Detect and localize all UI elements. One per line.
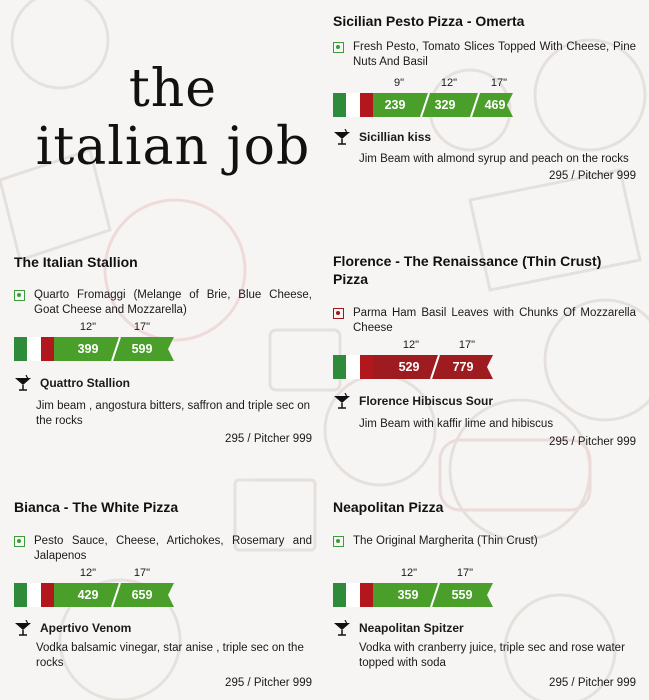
size-labels <box>14 567 312 581</box>
price-17-inch: 779 <box>452 360 474 374</box>
cocktail-icon <box>333 620 351 636</box>
price-17-inch: 469 <box>484 98 506 112</box>
section-title: The Italian Stallion <box>14 254 138 270</box>
drink-description: Jim Beam with almond syrup and peach on the rocks <box>359 153 629 165</box>
size-label: 9" <box>393 77 405 89</box>
drink-price: 295 / Pitcher 999 <box>549 677 636 689</box>
section-title: Neapolitan Pizza <box>333 499 444 515</box>
veg-icon <box>14 290 25 301</box>
size-label: 17" <box>490 77 508 89</box>
price-12-inch: 329 <box>434 98 456 112</box>
drink-name: Quattro Stallion <box>40 376 130 390</box>
drink-name: Sicillian kiss <box>359 130 432 144</box>
cocktail-icon <box>14 375 32 391</box>
drink-description: Jim beam , angostura bitters, saffron and triple sec on the rocks <box>36 400 311 427</box>
price-17-inch: 599 <box>131 342 153 356</box>
section-description: Pesto Sauce, Cheese, Artichokes, Rosemary and Jalapenos <box>34 535 312 562</box>
brand-title <box>28 60 318 176</box>
menu-section-florence <box>333 252 636 448</box>
price-12-inch: 529 <box>398 360 420 374</box>
price-bar <box>14 583 312 607</box>
menu-section-italian-stallion <box>14 253 312 445</box>
price-12-inch: 359 <box>397 588 419 602</box>
size-labels <box>333 339 636 353</box>
drink-description: Vodka with cranberry juice, triple sec and rose water topped with soda <box>359 642 625 669</box>
size-label: 12" <box>400 567 418 579</box>
section-title: Sicilian Pesto Pizza - Omerta <box>333 13 525 29</box>
price-17-inch: 559 <box>451 588 473 602</box>
size-label: 17" <box>456 567 474 579</box>
price-bar <box>333 355 636 379</box>
menu-section-neapolitan <box>333 498 636 689</box>
menu-section-sicilian-pesto <box>333 12 636 182</box>
brand-title-line1: the <box>128 59 218 119</box>
size-labels <box>333 77 636 91</box>
size-label: 12" <box>79 567 97 579</box>
size-label: 17" <box>133 567 151 579</box>
veg-icon <box>333 42 344 53</box>
veg-icon <box>333 536 344 547</box>
size-label: 12" <box>79 321 97 333</box>
drink-price: 295 / Pitcher 999 <box>549 436 636 448</box>
price-9-inch: 239 <box>384 98 406 112</box>
size-labels <box>14 321 312 335</box>
veg-icon <box>14 536 25 547</box>
drink-description: Jim Beam with kaffir lime and hibiscus <box>359 418 554 430</box>
price-bar <box>333 93 636 117</box>
cocktail-icon <box>333 129 351 145</box>
section-title: Florence - The Renaissance (Thin Crust) Pizza <box>333 253 602 287</box>
size-label: 12" <box>440 77 458 89</box>
drink-name: Apertivo Venom <box>40 621 132 635</box>
drink-price: 295 / Pitcher 999 <box>225 433 312 445</box>
price-bar <box>333 583 636 607</box>
size-label: 17" <box>133 321 151 333</box>
section-description: Fresh Pesto, Tomato Slices Topped With Cheese, Pine Nuts And Basil <box>353 41 636 68</box>
drink-description: Vodka balsamic vinegar, star anise , triple sec on the rocks <box>36 642 304 669</box>
price-12-inch: 429 <box>77 588 99 602</box>
size-label: 12" <box>402 339 420 351</box>
size-label: 17" <box>458 339 476 351</box>
section-description: Quarto Fromaggi (Melange of Brie, Blue Cheese, Goat Cheese and Mozzarella) <box>34 289 312 316</box>
drink-price: 295 / Pitcher 999 <box>225 677 312 689</box>
non-veg-icon <box>333 308 344 319</box>
drink-price: 295 / Pitcher 999 <box>549 170 636 182</box>
section-title: Bianca - The White Pizza <box>14 499 179 515</box>
price-12-inch: 399 <box>77 342 99 356</box>
menu-section-bianca <box>14 498 312 689</box>
drink-name: Florence Hibiscus Sour <box>359 394 494 408</box>
cocktail-icon <box>333 393 351 409</box>
section-description: The Original Margherita (Thin Crust) <box>353 535 538 547</box>
brand-title-line2: italian job <box>35 117 311 177</box>
size-labels <box>333 567 636 581</box>
cocktail-icon <box>14 620 32 636</box>
price-bar <box>14 337 312 361</box>
drink-name: Neapolitan Spitzer <box>359 621 464 635</box>
section-description: Parma Ham Basil Leaves with Chunks Of Mozzarella Cheese <box>353 307 636 334</box>
price-17-inch: 659 <box>131 588 153 602</box>
